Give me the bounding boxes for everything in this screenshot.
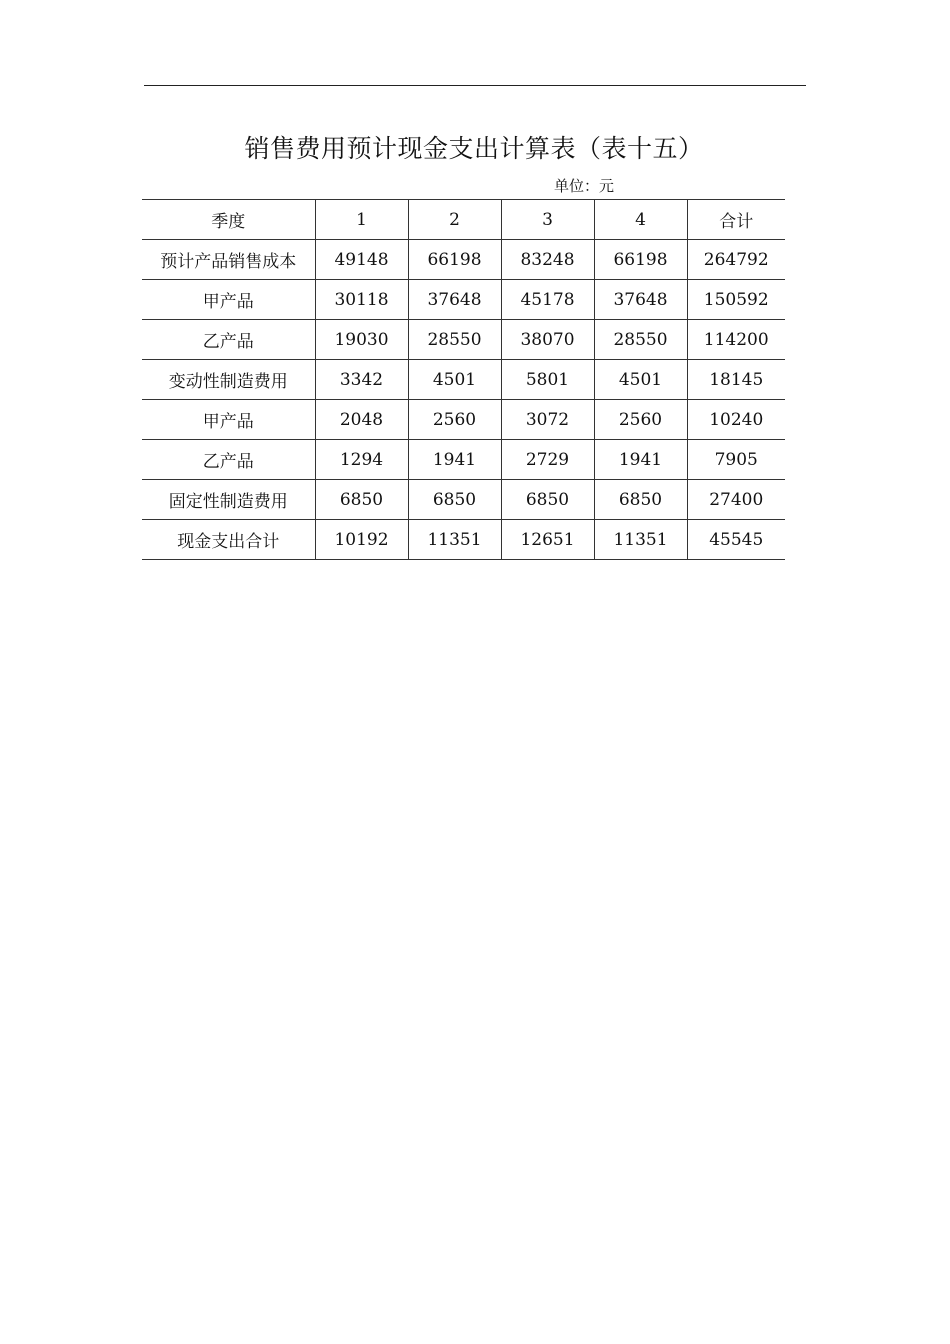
cell-value: 12651 [501,520,594,560]
cell-value: 2560 [408,400,501,440]
cell-value: 6850 [315,480,408,520]
cell-value: 5801 [501,360,594,400]
table-row [142,280,785,320]
header-q4: 4 [594,200,687,240]
cell-value: 38070 [501,320,594,360]
cell-value: 19030 [315,320,408,360]
cell-value: 2729 [501,440,594,480]
unit-label: 单位：元 [554,177,615,195]
cell-value: 6850 [408,480,501,520]
cell-value: 28550 [594,320,687,360]
cell-value: 37648 [408,280,501,320]
table-row [142,360,785,400]
cell-value: 6850 [594,480,687,520]
cell-value: 11351 [408,520,501,560]
header-q2: 2 [408,200,501,240]
cell-value: 45178 [501,280,594,320]
table-header-row [142,200,785,240]
cell-total: 18145 [687,360,785,400]
cell-total: 114200 [687,320,785,360]
cell-value: 1294 [315,440,408,480]
cost-table [142,199,785,560]
cell-value: 4501 [408,360,501,400]
cell-value: 49148 [315,240,408,280]
table-row [142,480,785,520]
cell-value: 11351 [594,520,687,560]
table-row [142,320,785,360]
header-total: 合计 [687,200,785,240]
table-row [142,240,785,280]
cell-total: 7905 [687,440,785,480]
row-label: 甲产品 [142,280,315,320]
cell-total: 27400 [687,480,785,520]
cell-value: 4501 [594,360,687,400]
row-label: 固定性制造费用 [142,480,315,520]
cell-value: 10192 [315,520,408,560]
cell-total: 45545 [687,520,785,560]
document-title: 销售费用预计现金支出计算表（表十五） [244,134,704,163]
row-label: 现金支出合计 [142,520,315,560]
header-rule [144,85,806,86]
row-label: 变动性制造费用 [142,360,315,400]
cell-value: 1941 [594,440,687,480]
cell-value: 83248 [501,240,594,280]
cell-value: 2560 [594,400,687,440]
cell-value: 28550 [408,320,501,360]
row-label: 乙产品 [142,440,315,480]
cell-value: 66198 [408,240,501,280]
table-row [142,520,785,560]
cell-value: 3072 [501,400,594,440]
header-quarter: 季度 [142,200,315,240]
table-row [142,440,785,480]
header-q3: 3 [501,200,594,240]
cell-value: 6850 [501,480,594,520]
table-row [142,400,785,440]
cell-total: 10240 [687,400,785,440]
cell-value: 66198 [594,240,687,280]
header-q1: 1 [315,200,408,240]
row-label: 预计产品销售成本 [142,240,315,280]
cell-value: 2048 [315,400,408,440]
cell-value: 1941 [408,440,501,480]
cell-value: 3342 [315,360,408,400]
cell-value: 30118 [315,280,408,320]
cell-value: 37648 [594,280,687,320]
cell-total: 264792 [687,240,785,280]
row-label: 甲产品 [142,400,315,440]
row-label: 乙产品 [142,320,315,360]
cell-total: 150592 [687,280,785,320]
